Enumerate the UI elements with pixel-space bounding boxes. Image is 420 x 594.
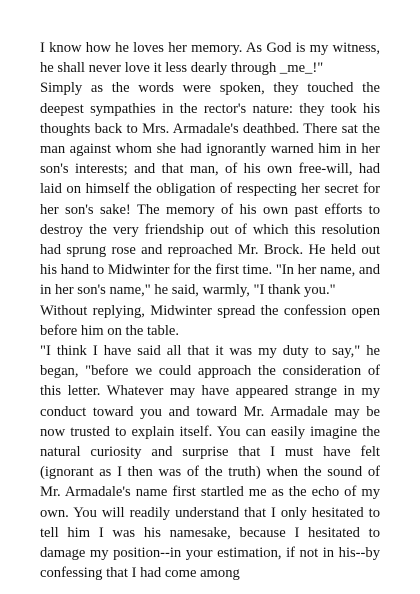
page-body	[40, 38, 380, 583]
paragraph: Without replying, Midwinter spread the confession open before him on the table.	[40, 302, 380, 339]
paragraph: I know how he loves her memory. As God is my witness, he shall never love it less dearly through _me_!"	[40, 40, 380, 77]
paragraph: Simply as the words were spoken, they touched the deepest sympathies in the rector's nature: they took his thoughts back to Mrs. Armadale's deathbed. There sat the man against whom she had ignorantly warned him in her son's interests; and that man, of his own free-will, had laid on himself the obligation of respecting her secret for her son's sake! The memory of his own past efforts to destroy the very friendship out of which this resolution had sprung rose and reproached Mr. Brock. He held out his hand to Midwinter for the first time. "In her name, and in her son's name," he said, warmly, "I thank you."	[40, 80, 380, 299]
paragraph: "I think I have said all that it was my duty to say," he began, "before we could approach the consideration of this letter. Whatever may have appeared strange in my conduct toward you and toward Mr. Armadale may be now trusted to explain itself. You can easily imagine the natural curiosity and surprise that I must have felt (ignorant as I then was of the truth) when the sound of Mr. Armadale's name first startled me as the echo of my own. You will readily understand that I only hesitated to tell him I was his namesake, because I hesitated to damage my position--in your estimation, if not in his--by confessing that I had come among	[40, 343, 380, 582]
